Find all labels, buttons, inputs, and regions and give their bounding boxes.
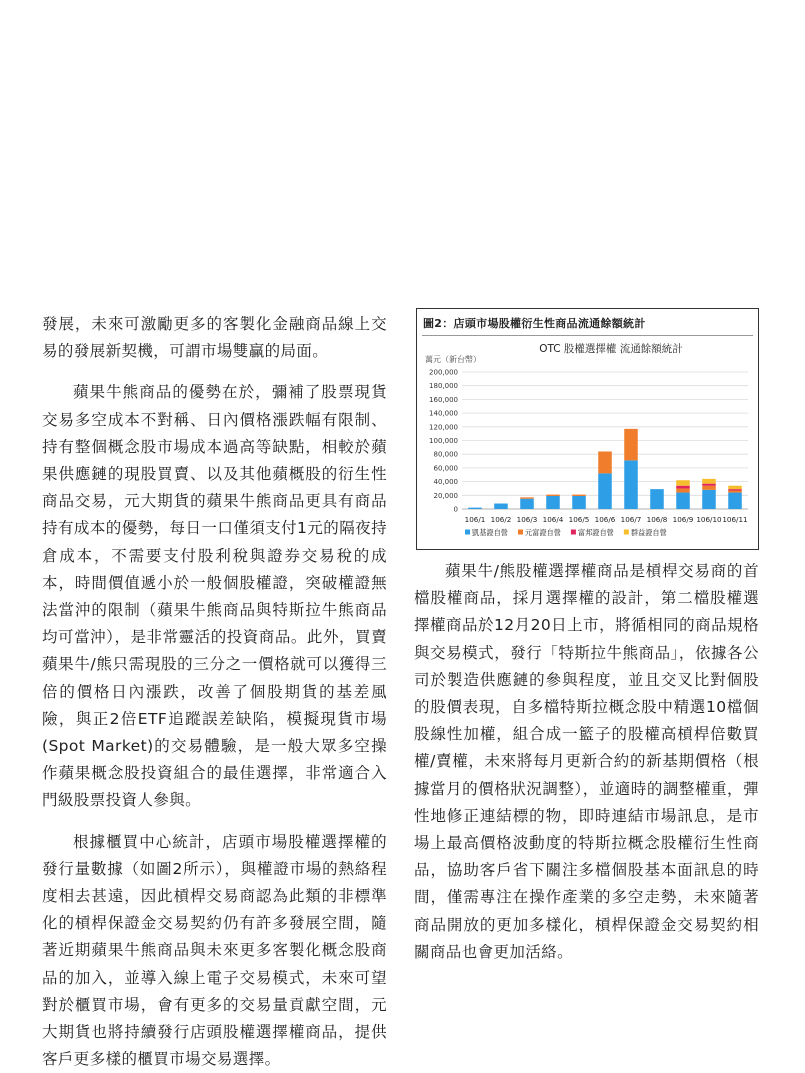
x-tick-label: 106/7 (620, 515, 642, 524)
x-tick-label: 106/5 (568, 515, 590, 524)
legend-swatch (571, 530, 576, 535)
y-tick-label: 60,000 (433, 464, 458, 473)
y-tick-label: 100,000 (429, 437, 458, 445)
y-tick-label: 80,000 (433, 450, 458, 459)
bar-segment (468, 508, 482, 509)
figure-chart-box (416, 308, 759, 550)
y-tick-label: 20,000 (433, 491, 458, 500)
bar-segment (546, 495, 560, 496)
bar-segment (728, 489, 742, 490)
y-tick-label: 0 (453, 505, 458, 514)
bar-segment (546, 496, 560, 509)
bar-segment (702, 486, 716, 490)
x-tick-label: 106/10 (696, 515, 722, 524)
bar-segment (520, 497, 534, 498)
paragraph-otc-statistics: 根據櫃買中心統計，店頭市場股權選擇權的發行量數據（如圖2所示），與權證市場的熱絡程度相去甚遠，因此槓桿交易商認為此類的非標準化的槓桿保證金交易契約仍有許多發展空間，隨著近期蘋果牛熊商品與未來更多客製化概念股商品的加入，並導入線上電子交易模式，未來可望對於櫃買市場，會有更多的交易量貢獻空間，元大期貨也將持續發行店頭股權選擇權商品，提供客戶更多樣的櫃買市場交易選擇。 (42, 832, 387, 1069)
bar-segment (572, 496, 586, 509)
bar-segment (676, 493, 690, 509)
bar-segment (702, 484, 716, 486)
bar-segment (702, 479, 716, 484)
y-tick-label: 40,000 (433, 478, 458, 487)
y-tick-label: 160,000 (429, 395, 458, 404)
legend-swatch (465, 530, 470, 535)
bar-segment (650, 489, 664, 509)
bar-segment (728, 486, 742, 489)
y-tick-label: 120,000 (429, 423, 458, 432)
bar-segment (598, 473, 612, 509)
bar-segment (728, 491, 742, 493)
legend-label: 凱基證自營 (472, 528, 508, 537)
y-tick-label: 140,000 (429, 409, 458, 418)
x-tick-label: 106/8 (646, 515, 668, 524)
y-tick-label: 200,000 (429, 368, 458, 377)
legend-label: 富邦證自營 (577, 528, 614, 537)
bar-segment (624, 460, 638, 509)
left-text-column (42, 311, 387, 1073)
y-tick-label: 180,000 (429, 382, 458, 391)
x-tick-label: 106/6 (594, 515, 616, 524)
legend-swatch (624, 530, 629, 535)
x-tick-label: 106/2 (490, 515, 512, 524)
legend-swatch (518, 530, 523, 535)
x-tick-label: 106/3 (516, 515, 538, 524)
bar-segment (676, 480, 690, 485)
paragraph-apple-advantages: 蘋果牛熊商品的優勢在於，彌補了股票現貨交易多空成本不對稱、日內價格漲跌幅有限制、持有整個概念股市場成本過高等缺點，相較於蘋果供應鏈的現股買賣、以及其他蘋概股的衍生性商品交易，元大期貨的蘋果牛熊商品更具有商品持有成本的優勢，每日一口僅須支付1元的隔夜持倉成本，不需要支付股利稅與證券交易稅的成本，時間價值遞小於一般個股權證，突破權證無法當沖的限制（蘋果牛熊商品與特斯拉牛熊商品均可當沖），是非常靈活的投資商品。此外，買賣蘋果牛/熊只需現股的三分之一價格就可以獲得三倍的價格日內漲跌，改善了個股期貨的基差風險，與正2倍ETF追蹤誤差缺陷，模擬現貨市場(Spot Market)的交易體驗，是一般大眾多空操作蘋果概念股投資組合的最佳選擇，非常適合入門級股票投資人參與。 (42, 383, 387, 810)
otc-bar-chart (417, 309, 760, 551)
paragraph-tesla-product: 蘋果牛/熊股權選擇權商品是槓桿交易商的首檔股權商品，採月選擇權的設計，第二檔股權選擇權商品於12月20日上市，將循相同的商品規格與交易模式，發行「特斯拉牛熊商品」，依據各公司於製造供應鏈的參與程度，並且交叉比對個股的股價表現，自多檔特斯拉概念股中精選10檔個股線性加權，組合成一籃子的股權高槓桿倍數買權/賣權，未來將每月更新合約的新基期價格（根據當月的價格狀況調整），並適時的調整權重，彈性地修正連結標的物，即時連結市場訊息，是市場上最高價格波動度的特斯拉概念股權衍生性商品，協助客戶省下關注多檔個股基本面訊息的時間，僅需專注在操作產業的多空走勢，未來隨著商品開放的更加多樣化，槓桿保證金交易契約相關商品也會更加活絡。 (414, 562, 759, 961)
bar-segment (728, 493, 742, 509)
bar-segment (598, 451, 612, 473)
right-text-column (414, 558, 759, 966)
bar-segment (676, 486, 690, 489)
bar-segment (676, 488, 690, 492)
x-tick-label: 106/4 (542, 515, 564, 524)
bar-segment (494, 504, 508, 509)
figure-caption: 圖2：店頭市場股權衍生性商品流通餘額統計 (423, 317, 646, 330)
legend-label: 群益證自營 (630, 528, 667, 537)
legend-label: 元富證自營 (524, 528, 561, 537)
bar-segment (624, 429, 638, 461)
y-axis-label: 萬元（新台幣） (425, 355, 481, 364)
x-tick-label: 106/1 (464, 515, 486, 524)
paragraph-continuation: 發展，未來可激勵更多的客製化金融商品線上交易的發展新契機，可謂市場雙贏的局面。 (42, 315, 387, 361)
chart-title: OTC 股權選擇權 流通餘額統計 (539, 343, 683, 355)
x-tick-label: 106/9 (672, 515, 694, 524)
bar-segment (702, 490, 716, 509)
bar-segment (520, 499, 534, 509)
x-tick-label: 106/11 (722, 515, 748, 524)
bar-segment (572, 495, 586, 496)
